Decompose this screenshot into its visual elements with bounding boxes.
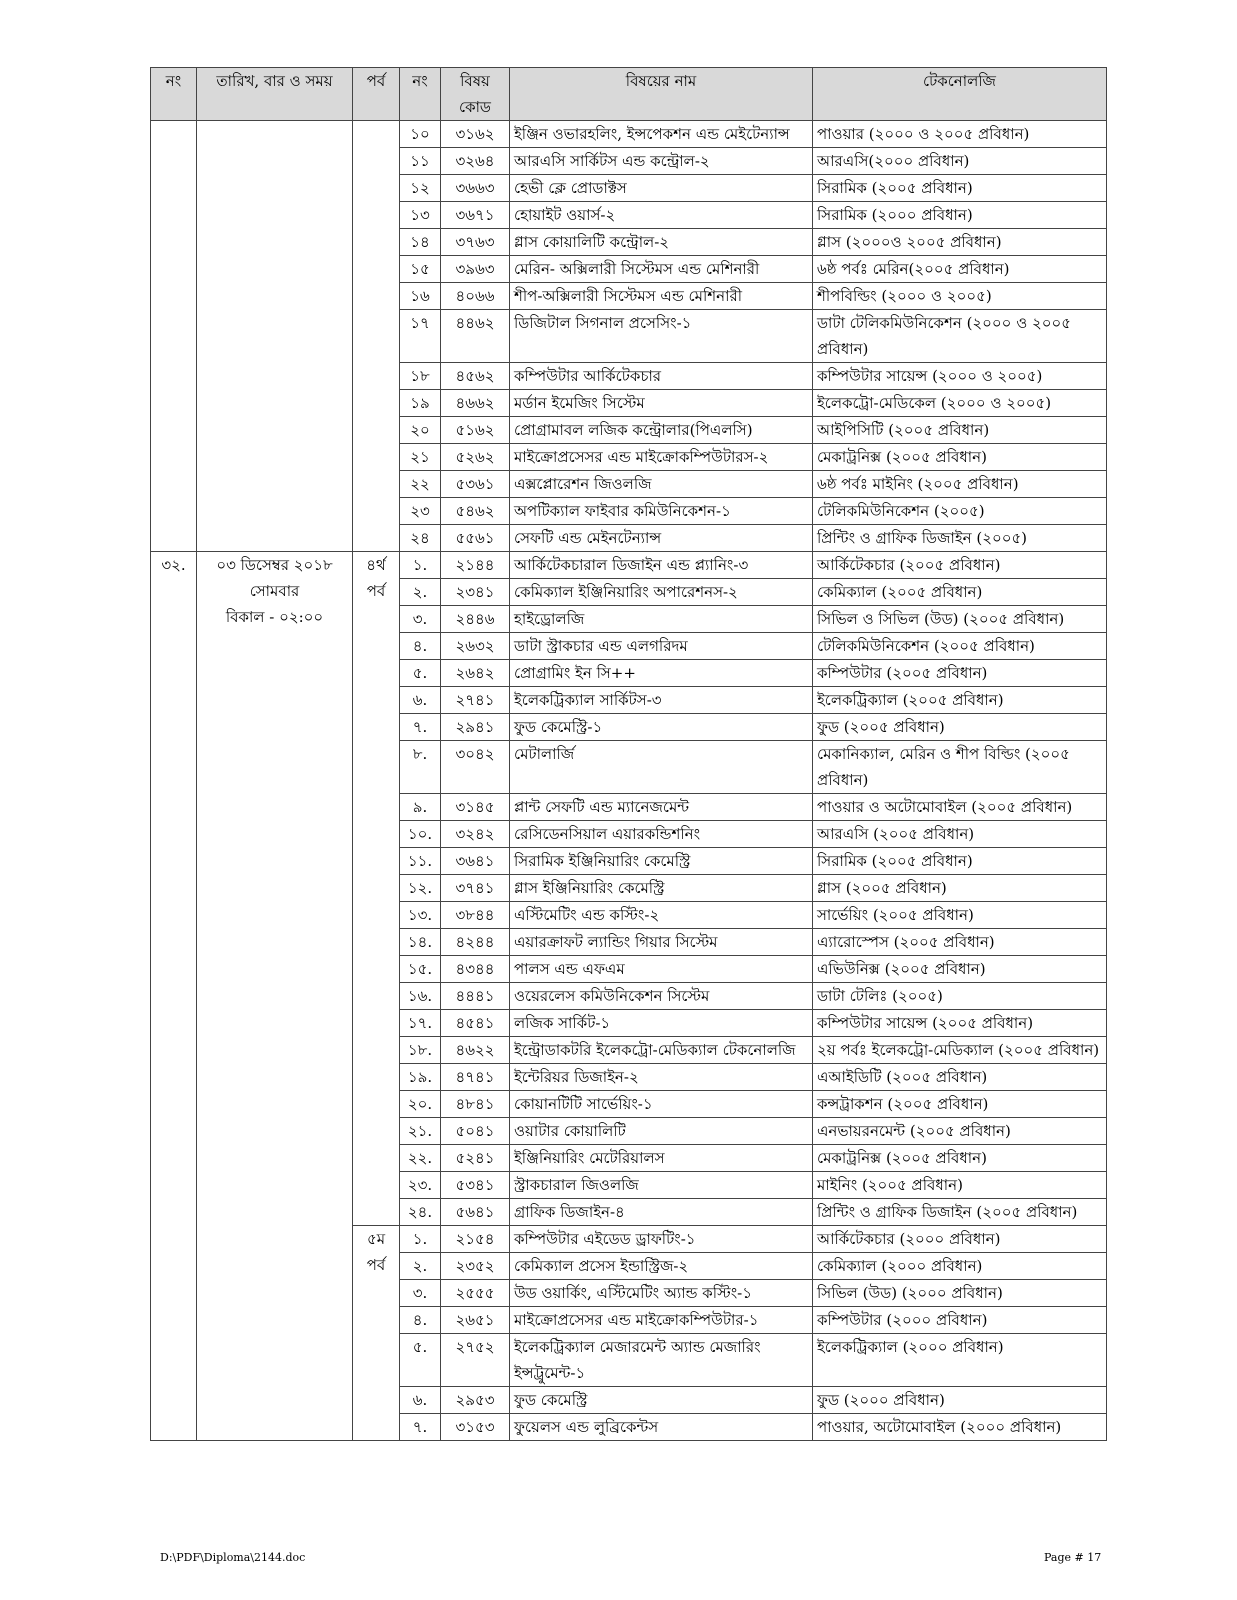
semester-label-line: পর্ব <box>366 1256 386 1274</box>
row-number-cell: ২১. <box>400 1118 441 1145</box>
subject-name-cell: প্রোগ্রামাবল লজিক কন্ট্রোলার(পিএলসি) <box>510 417 813 444</box>
semester-cell <box>353 552 400 1226</box>
table-row <box>151 121 1107 148</box>
row-number-cell: ৫. <box>400 660 441 687</box>
technology-cell: ডাটা টেলিঃ (২০০৫) <box>813 983 1107 1010</box>
subject-code-cell: ৫৩৬১ <box>441 471 510 498</box>
row-number-cell: ২০ <box>400 417 441 444</box>
technology-cell: এআইডিটি (২০০৫ প্রবিধান) <box>813 1064 1107 1091</box>
technology-cell: এভিউনিক্স (২০০৫ প্রবিধান) <box>813 956 1107 983</box>
technology-cell: কম্পিউটার (২০০৫ প্রবিধান) <box>813 660 1107 687</box>
subject-name-cell: ওয়াটার কোয়ালিটি <box>510 1118 813 1145</box>
group-date-cell <box>197 121 353 552</box>
subject-name-cell: লজিক সার্কিট-১ <box>510 1010 813 1037</box>
subject-code-cell: ২৪৪৬ <box>441 606 510 633</box>
subject-name-cell: স্ট্রাকচারাল জিওলজি <box>510 1172 813 1199</box>
row-number-cell: ৭. <box>400 714 441 741</box>
subject-name-cell: ওয়েরলেস কমিউনিকেশন সিস্টেম <box>510 983 813 1010</box>
subject-code-cell: ২৭৫২ <box>441 1334 510 1387</box>
row-number-cell: ১৯. <box>400 1064 441 1091</box>
subject-code-cell: ৫১৬২ <box>441 417 510 444</box>
row-number-cell: ২. <box>400 579 441 606</box>
subject-code-cell: ২৩৪১ <box>441 579 510 606</box>
subject-name-cell: ফুড কেমেস্ট্রি-১ <box>510 714 813 741</box>
subject-name-cell: হোয়াইট ওয়ার্স-২ <box>510 202 813 229</box>
row-number-cell: ৩. <box>400 1280 441 1307</box>
technology-cell: ডাটা টেলিকমিউনিকেশন (২০০০ ও ২০০৫ প্রবিধান) <box>813 310 1107 363</box>
subject-name-cell: মেটালার্জি <box>510 741 813 794</box>
subject-code-cell: ৩৭৬৩ <box>441 229 510 256</box>
subject-name-cell: প্রোগ্রামিং ইন সি++ <box>510 660 813 687</box>
header-semester: পর্ব <box>353 68 400 121</box>
subject-code-cell: ২৬৩২ <box>441 633 510 660</box>
technology-cell: ৬ষ্ঠ পর্বঃ মাইনিং (২০০৫ প্রবিধান) <box>813 471 1107 498</box>
row-number-cell: ১৩ <box>400 202 441 229</box>
subject-code-cell: ৩৬৪১ <box>441 848 510 875</box>
technology-cell: টেলিকমিউনিকেশন (২০০৫) <box>813 498 1107 525</box>
row-number-cell: ৭. <box>400 1414 441 1441</box>
footer-file-path: D:\PDF\Diploma\2144.doc <box>160 1551 306 1564</box>
technology-cell: ইলেকট্রিক্যাল (২০০০ প্রবিধান) <box>813 1334 1107 1387</box>
group-serial-cell: ৩২. <box>151 552 197 1441</box>
row-number-cell: ২৩ <box>400 498 441 525</box>
row-number-cell: ১৯ <box>400 390 441 417</box>
technology-cell: মেকানিক্যাল, মেরিন ও শীপ বিল্ডিং (২০০৫ প্রবিধান) <box>813 741 1107 794</box>
technology-cell: ফুড (২০০৫ প্রবিধান) <box>813 714 1107 741</box>
subject-code-cell: ৪৭৪১ <box>441 1064 510 1091</box>
technology-cell: সিরামিক (২০০৫ প্রবিধান) <box>813 848 1107 875</box>
subject-name-cell: ইঞ্জিনিয়ারিং মেটেরিয়ালস <box>510 1145 813 1172</box>
subject-code-cell: ২৬৪২ <box>441 660 510 687</box>
subject-code-cell: ৩১৪৫ <box>441 794 510 821</box>
subject-code-cell: ২১৪৪ <box>441 552 510 579</box>
subject-code-cell: ২৫৫৫ <box>441 1280 510 1307</box>
subject-code-cell: ২৯৪১ <box>441 714 510 741</box>
row-number-cell: ২. <box>400 1253 441 1280</box>
technology-cell: প্রিন্টিং ও গ্রাফিক ডিজাইন (২০০৫) <box>813 525 1107 552</box>
subject-code-cell: ৫০৪১ <box>441 1118 510 1145</box>
technology-cell: পাওয়ার, অটোমোবাইল (২০০০ প্রবিধান) <box>813 1414 1107 1441</box>
subject-name-cell: রেসিডেনসিয়াল এয়ারকন্ডিশনিং <box>510 821 813 848</box>
subject-code-cell: ৩২৬৪ <box>441 148 510 175</box>
row-number-cell: ১১. <box>400 848 441 875</box>
header-subject-name: বিষয়ের নাম <box>510 68 813 121</box>
subject-name-cell: উড ওয়ার্কিং, এস্টিমেটিং অ্যান্ড কস্টিং-১ <box>510 1280 813 1307</box>
semester-label-line: ৫ম <box>366 1230 386 1248</box>
subject-code-cell: ৪৫৬২ <box>441 363 510 390</box>
subject-name-cell: ইলেকট্রিক্যাল মেজারমেন্ট অ্যান্ড মেজারিং ইন্সট্রুমেন্ট-১ <box>510 1334 813 1387</box>
row-number-cell: ১২ <box>400 175 441 202</box>
date-line: বিকাল - ০২:০০ <box>225 608 324 626</box>
technology-cell: ফুড (২০০০ প্রবিধান) <box>813 1387 1107 1414</box>
subject-code-cell: ৫৫৬১ <box>441 525 510 552</box>
subject-code-cell: ৩৯৬৩ <box>441 256 510 283</box>
row-number-cell: ১৫ <box>400 256 441 283</box>
row-number-cell: ১৫. <box>400 956 441 983</box>
row-number-cell: ২২. <box>400 1145 441 1172</box>
technology-cell: মেকাট্রনিক্স (২০০৫ প্রবিধান) <box>813 1145 1107 1172</box>
technology-cell: এ্যারোস্পেস (২০০৫ প্রবিধান) <box>813 929 1107 956</box>
row-number-cell: ১০. <box>400 821 441 848</box>
subject-code-cell: ৩৬৬৩ <box>441 175 510 202</box>
subject-name-cell: ইঞ্জিন ওভারহলিং, ইন্সপেকশন এন্ড মেইটেন্যান্স <box>510 121 813 148</box>
technology-cell: পাওয়ার ও অটোমোবাইল (২০০৫ প্রবিধান) <box>813 794 1107 821</box>
technology-cell: ৬ষ্ঠ পর্বঃ মেরিন(২০০৫ প্রবিধান) <box>813 256 1107 283</box>
technology-cell: সিরামিক (২০০০ প্রবিধান) <box>813 202 1107 229</box>
technology-cell: আইপিসিটি (২০০৫ প্রবিধান) <box>813 417 1107 444</box>
subject-code-cell: ২৩৫২ <box>441 1253 510 1280</box>
row-number-cell: ২৪. <box>400 1199 441 1226</box>
row-number-cell: ৮. <box>400 741 441 794</box>
technology-cell: সিরামিক (২০০৫ প্রবিধান) <box>813 175 1107 202</box>
subject-name-cell: ফুয়েলস এন্ড লুব্রিকেন্টস <box>510 1414 813 1441</box>
subject-name-cell: কম্পিউটার এইডেড ড্রাফটিং-১ <box>510 1226 813 1253</box>
subject-name-cell: কেমিক্যাল প্রসেস ইন্ডাস্ট্রিজ-২ <box>510 1253 813 1280</box>
technology-cell: গ্লাস (২০০৫ প্রবিধান) <box>813 875 1107 902</box>
subject-name-cell: ডিজিটাল সিগনাল প্রসেসিং-১ <box>510 310 813 363</box>
header-row-number: নং <box>400 68 441 121</box>
group-serial-cell <box>151 121 197 552</box>
technology-cell: কম্পিউটার সায়েন্স (২০০৫ প্রবিধান) <box>813 1010 1107 1037</box>
subject-name-cell: হেভী ক্লে প্রোডাক্টস <box>510 175 813 202</box>
row-number-cell: ২১ <box>400 444 441 471</box>
subject-name-cell: এস্টিমেটিং এন্ড কস্টিং-২ <box>510 902 813 929</box>
subject-name-cell: অপটিক্যাল ফাইবার কমিউনিকেশন-১ <box>510 498 813 525</box>
subject-code-cell: ৩০৪২ <box>441 741 510 794</box>
row-number-cell: ১৭. <box>400 1010 441 1037</box>
subject-name-cell: গ্লাস কোয়ালিটি কন্ট্রোল-২ <box>510 229 813 256</box>
row-number-cell: ৩. <box>400 606 441 633</box>
row-number-cell: ২৩. <box>400 1172 441 1199</box>
technology-cell: শীপবিল্ডিং (২০০০ ও ২০০৫) <box>813 283 1107 310</box>
subject-name-cell: এয়ারক্রাফট ল্যান্ডিং গিয়ার সিস্টেম <box>510 929 813 956</box>
subject-name-cell: ইন্টেরিয়র ডিজাইন-২ <box>510 1064 813 1091</box>
semester-label-line: পর্ব <box>366 582 386 600</box>
subject-code-cell: ৫৬৪১ <box>441 1199 510 1226</box>
subject-code-cell: ৩১৬২ <box>441 121 510 148</box>
subject-name-cell: মাইক্রোপ্রসেসর এন্ড মাইক্রোকম্পিউটার-১ <box>510 1307 813 1334</box>
technology-cell: সিভিল ও সিভিল (উড) (২০০৫ প্রবিধান) <box>813 606 1107 633</box>
technology-cell: মাইনিং (২০০৫ প্রবিধান) <box>813 1172 1107 1199</box>
group-date-cell <box>197 552 353 1441</box>
subject-code-cell: ২১৫৪ <box>441 1226 510 1253</box>
subject-code-cell: ৩১৫৩ <box>441 1414 510 1441</box>
row-number-cell: ১৮. <box>400 1037 441 1064</box>
subject-name-cell: গ্লাস ইঞ্জিনিয়ারিং কেমেস্ট্রি <box>510 875 813 902</box>
subject-name-cell: কোয়ানটিটি সার্ভেয়িং-১ <box>510 1091 813 1118</box>
subject-code-cell: ৫৪৬২ <box>441 498 510 525</box>
row-number-cell: ১০ <box>400 121 441 148</box>
footer-page-number: Page # 17 <box>1044 1551 1102 1564</box>
row-number-cell: ১৬. <box>400 983 441 1010</box>
subject-code-cell: ২৬৫১ <box>441 1307 510 1334</box>
row-number-cell: ২২ <box>400 471 441 498</box>
subject-name-cell: কম্পিউটার আর্কিটেকচার <box>510 363 813 390</box>
technology-cell: আরএসি (২০০৫ প্রবিধান) <box>813 821 1107 848</box>
technology-cell: কেমিক্যাল (২০০০ প্রবিধান) <box>813 1253 1107 1280</box>
subject-code-cell: ৪৪৬২ <box>441 310 510 363</box>
subject-code-cell: ৫৩৪১ <box>441 1172 510 1199</box>
subject-code-cell: ৪০৬৬ <box>441 283 510 310</box>
subject-name-cell: সেফটি এন্ড মেইনটেন্যান্স <box>510 525 813 552</box>
technology-cell: এনভায়রনমেন্ট (২০০৫ প্রবিধান) <box>813 1118 1107 1145</box>
technology-cell: টেলিকমিউনিকেশন (২০০৫ প্রবিধান) <box>813 633 1107 660</box>
subject-code-cell: ৪৪৪১ <box>441 983 510 1010</box>
subject-code-cell: ৩২৪২ <box>441 821 510 848</box>
subject-name-cell: আরএসি সার্কিটস এন্ড কন্ট্রোল-২ <box>510 148 813 175</box>
header-serial: নং <box>151 68 197 121</box>
subject-name-cell: ইলেকট্রিক্যাল সার্কিটস-৩ <box>510 687 813 714</box>
subject-code-cell: ৫২৬২ <box>441 444 510 471</box>
technology-cell: প্রিন্টিং ও গ্রাফিক ডিজাইন (২০০৫ প্রবিধান) <box>813 1199 1107 1226</box>
technology-cell: কম্পিউটার সায়েন্স (২০০০ ও ২০০৫) <box>813 363 1107 390</box>
row-number-cell: ১৬ <box>400 283 441 310</box>
row-number-cell: ৪. <box>400 1307 441 1334</box>
subject-name-cell: প্লান্ট সেফটি এন্ড ম্যানেজমেন্ট <box>510 794 813 821</box>
subject-name-cell: মেরিন- অক্সিলারী সিস্টেমস এন্ড মেশিনারী <box>510 256 813 283</box>
subject-name-cell: ডাটা স্ট্রাকচার এন্ড এলগরিদম <box>510 633 813 660</box>
subject-name-cell: এক্সপ্লোরেশন জিওলজি <box>510 471 813 498</box>
semester-cell <box>353 1226 400 1441</box>
subject-name-cell: ইন্ট্রোডাকটরি ইলেকট্রো-মেডিক্যাল টেকনোলজি <box>510 1037 813 1064</box>
row-number-cell: ২০. <box>400 1091 441 1118</box>
subject-code-cell: ৪৬৬২ <box>441 390 510 417</box>
technology-cell: ইলেকট্রিক্যাল (২০০৫ প্রবিধান) <box>813 687 1107 714</box>
technology-cell: কম্পিউটার (২০০০ প্রবিধান) <box>813 1307 1107 1334</box>
technology-cell: সিভিল (উড) (২০০০ প্রবিধান) <box>813 1280 1107 1307</box>
row-number-cell: ৬. <box>400 1387 441 1414</box>
subject-code-cell: ৪৮৪১ <box>441 1091 510 1118</box>
subject-code-cell: ৩৭৪১ <box>441 875 510 902</box>
subject-code-cell: ৪২৪৪ <box>441 929 510 956</box>
subject-name-cell: সিরামিক ইঞ্জিনিয়ারিং কেমেস্ট্রি <box>510 848 813 875</box>
subject-code-cell: ২৯৫৩ <box>441 1387 510 1414</box>
row-number-cell: ৪. <box>400 633 441 660</box>
row-number-cell: ১২. <box>400 875 441 902</box>
technology-cell: কন্সট্রাকশন (২০০৫ প্রবিধান) <box>813 1091 1107 1118</box>
technology-cell: পাওয়ার (২০০০ ও ২০০৫ প্রবিধান) <box>813 121 1107 148</box>
row-number-cell: ৯. <box>400 794 441 821</box>
subject-code-cell: ২৭৪১ <box>441 687 510 714</box>
header-date: তারিখ, বার ও সময় <box>197 68 353 121</box>
subject-code-cell: ৩৮৪৪ <box>441 902 510 929</box>
technology-cell: মেকাট্রনিক্স (২০০৫ প্রবিধান) <box>813 444 1107 471</box>
header-technology: টেকনোলজি <box>813 68 1107 121</box>
subject-name-cell: আর্কিটেকচারাল ডিজাইন এন্ড প্ল্যানিং-৩ <box>510 552 813 579</box>
table-row <box>151 552 1107 579</box>
subject-code-cell: ৪৬২২ <box>441 1037 510 1064</box>
subject-name-cell: গ্রাফিক ডিজাইন-৪ <box>510 1199 813 1226</box>
technology-cell: ইলেকট্রো-মেডিকেল (২০০০ ও ২০০৫) <box>813 390 1107 417</box>
subject-code-cell: ৪৩৪৪ <box>441 956 510 983</box>
semester-label-line: ৪র্থ <box>366 556 386 574</box>
semester-cell <box>353 121 400 552</box>
header-subject-code: বিষয় কোড <box>441 68 510 121</box>
row-number-cell: ১১ <box>400 148 441 175</box>
date-line: ০৩ ডিসেম্বর ২০১৮ <box>216 556 333 574</box>
technology-cell: আর্কিটেকচার (২০০৫ প্রবিধান) <box>813 552 1107 579</box>
subject-name-cell: কেমিক্যাল ইঞ্জিনিয়ারিং অপারেশনস-২ <box>510 579 813 606</box>
row-number-cell: ১৮ <box>400 363 441 390</box>
table-body <box>151 121 1107 1441</box>
subject-name-cell: শীপ-অক্সিলারী সিস্টেমস এন্ড মেশিনারী <box>510 283 813 310</box>
subject-name-cell: পালস এন্ড এফএম <box>510 956 813 983</box>
row-number-cell: ১. <box>400 1226 441 1253</box>
date-line: সোমবার <box>249 582 300 600</box>
subject-name-cell: মর্ডান ইমেজিং সিস্টেম <box>510 390 813 417</box>
subject-name-cell: ফুড কেমেস্ট্রি <box>510 1387 813 1414</box>
row-number-cell: ১৩. <box>400 902 441 929</box>
row-number-cell: ১৪ <box>400 229 441 256</box>
row-number-cell: ১. <box>400 552 441 579</box>
row-number-cell: ৫. <box>400 1334 441 1387</box>
row-number-cell: ২৪ <box>400 525 441 552</box>
row-number-cell: ১৭ <box>400 310 441 363</box>
row-number-cell: ১৪. <box>400 929 441 956</box>
subject-code-cell: ৩৬৭১ <box>441 202 510 229</box>
subject-code-cell: ৪৫৪১ <box>441 1010 510 1037</box>
subject-code-cell: ৫২৪১ <box>441 1145 510 1172</box>
technology-cell: আর্কিটেকচার (২০০০ প্রবিধান) <box>813 1226 1107 1253</box>
technology-cell: আরএসি(২০০০ প্রবিধান) <box>813 148 1107 175</box>
technology-cell: কেমিক্যাল (২০০৫ প্রবিধান) <box>813 579 1107 606</box>
technology-cell: গ্লাস (২০০০ও ২০০৫ প্রবিধান) <box>813 229 1107 256</box>
technology-cell: সার্ভেয়িং (২০০৫ প্রবিধান) <box>813 902 1107 929</box>
exam-schedule-table <box>150 67 1107 1441</box>
subject-name-cell: হাইড্রোলজি <box>510 606 813 633</box>
technology-cell: ২য় পর্বঃ ইলেকট্রো-মেডিক্যাল (২০০৫ প্রবিধান) <box>813 1037 1107 1064</box>
subject-name-cell: মাইক্রোপ্রসেসর এন্ড মাইক্রোকম্পিউটারস-২ <box>510 444 813 471</box>
row-number-cell: ৬. <box>400 687 441 714</box>
table-header-row <box>151 68 1107 121</box>
